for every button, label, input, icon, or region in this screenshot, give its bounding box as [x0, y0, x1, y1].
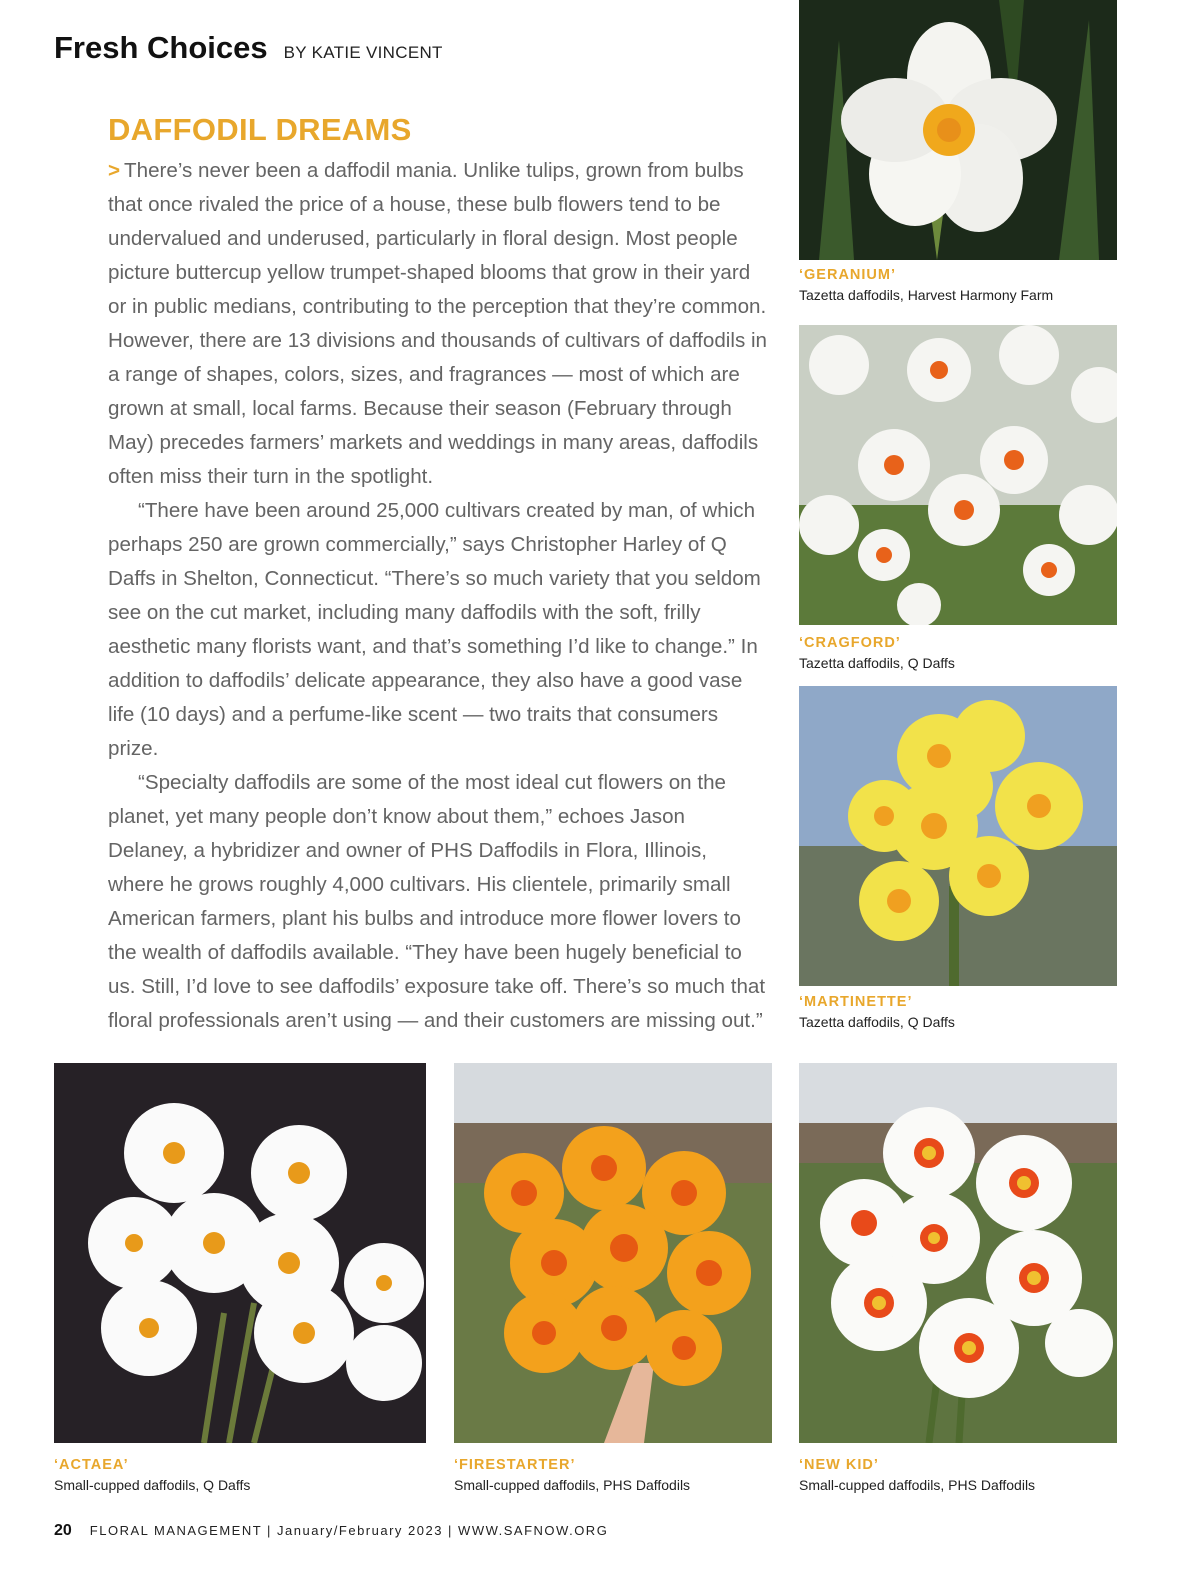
photo-actaea: [54, 1063, 426, 1443]
caption-desc: Small-cupped daffodils, PHS Daffodils: [454, 1477, 691, 1493]
firestarter-flower-image: [454, 1063, 772, 1443]
photo-new-kid: [799, 1063, 1117, 1443]
caption-desc: Tazetta daffodils, Q Daffs: [799, 655, 955, 671]
paragraph-3: “Specialty daffodils are some of the most ideal cut flowers on the planet, yet many people don’t know about them,” echoes Jason Delaney, a hybridizer and owner of PHS Daffodils in Flora, Illinois, where he grows roughly 4,000 cultivars. His clientele, primarily small American farmers, plant his bulbs and introduce more flower lovers to the wealth of daffodils available. “They have been hugely beneficial to us. Still, I’d love to see daffodils’ exposure take off. There’s so much that floral professionals aren’t using — and their customers are missing out.”: [108, 771, 766, 1032]
footer-text: FLORAL MANAGEMENT | January/February 2023 | WWW.SAFNOW.ORG: [89, 1523, 609, 1538]
caption-geranium: [799, 265, 1053, 305]
caption-martinette: [799, 992, 955, 1032]
caption-cragford: [799, 633, 955, 673]
actaea-flower-image: [54, 1063, 426, 1443]
cragford-flower-image: [799, 325, 1117, 625]
new-kid-flower-image: [799, 1063, 1117, 1443]
caption-name: ‘MARTINETTE’: [799, 994, 913, 1010]
caption-firestarter: [454, 1455, 690, 1495]
caption-desc: Small-cupped daffodils, Q Daffs: [54, 1477, 251, 1493]
martinette-flower-image: [799, 686, 1117, 986]
caption-name: ‘CRAGFORD’: [799, 635, 901, 651]
paragraph-1-text: There’s never been a daffodil mania. Unlike tulips, grown from bulbs that once rivaled the price of a house, these bulb flowers tend to be undervalued and underused, particularly in floral design. Most people picture buttercup yellow trumpet-shaped blooms that grow in their yard or in public medians, contributing to the perception that they’re common. However, there are 13 divisions and thousands of cultivars of daffodils in a range of shapes, colors, sizes, and fragrances — most of which are grown at small, local farms. Because their season (February through May) precedes farmers’ markets and weddings in many areas, daffodils often miss their turn in the spotlight.: [108, 159, 767, 488]
byline: BY KATIE VINCENT: [283, 43, 443, 62]
section-title: Fresh Choices: [54, 30, 268, 65]
page-number: 20: [54, 1522, 72, 1539]
caption-new-kid: [799, 1455, 1035, 1495]
photo-cragford: [799, 325, 1117, 625]
photo-firestarter: [454, 1063, 772, 1443]
caption-desc: Tazetta daffodils, Q Daffs: [799, 1014, 955, 1030]
paragraph-1: [108, 154, 768, 494]
photo-martinette: [799, 686, 1117, 986]
caption-name: ‘NEW KID’: [799, 1457, 879, 1473]
article-body: [108, 154, 768, 1038]
article: [108, 112, 768, 1038]
caption-name: ‘GERANIUM’: [799, 267, 896, 283]
chevron-right-icon: >: [108, 159, 121, 182]
page-header: [54, 30, 443, 66]
caption-desc: Tazetta daffodils, Harvest Harmony Farm: [799, 287, 1054, 303]
photo-geranium: [799, 0, 1117, 260]
caption-name: ‘FIRESTARTER’: [454, 1457, 576, 1473]
caption-name: ‘ACTAEA’: [54, 1457, 129, 1473]
geranium-flower-image: [799, 0, 1117, 260]
caption-actaea: [54, 1455, 250, 1495]
caption-desc: Small-cupped daffodils, PHS Daffodils: [799, 1477, 1036, 1493]
page-footer: [54, 1522, 608, 1540]
paragraph-2: “There have been around 25,000 cultivars created by man, of which perhaps 250 are grown commercially,” says Christopher Harley of Q Daffs in Shelton, Connecticut. “There’s so much variety that you seldom see on the cut market, including many daffodils with the soft, frilly aesthetic many florists want, and that’s something I’d like to change.” In addition to daffodils’ delicate appearance, they also have a good vase life (10 days) and a perfume-like scent — two traits that consumers prize.: [108, 499, 761, 760]
article-headline: DAFFODIL DREAMS: [108, 112, 412, 147]
